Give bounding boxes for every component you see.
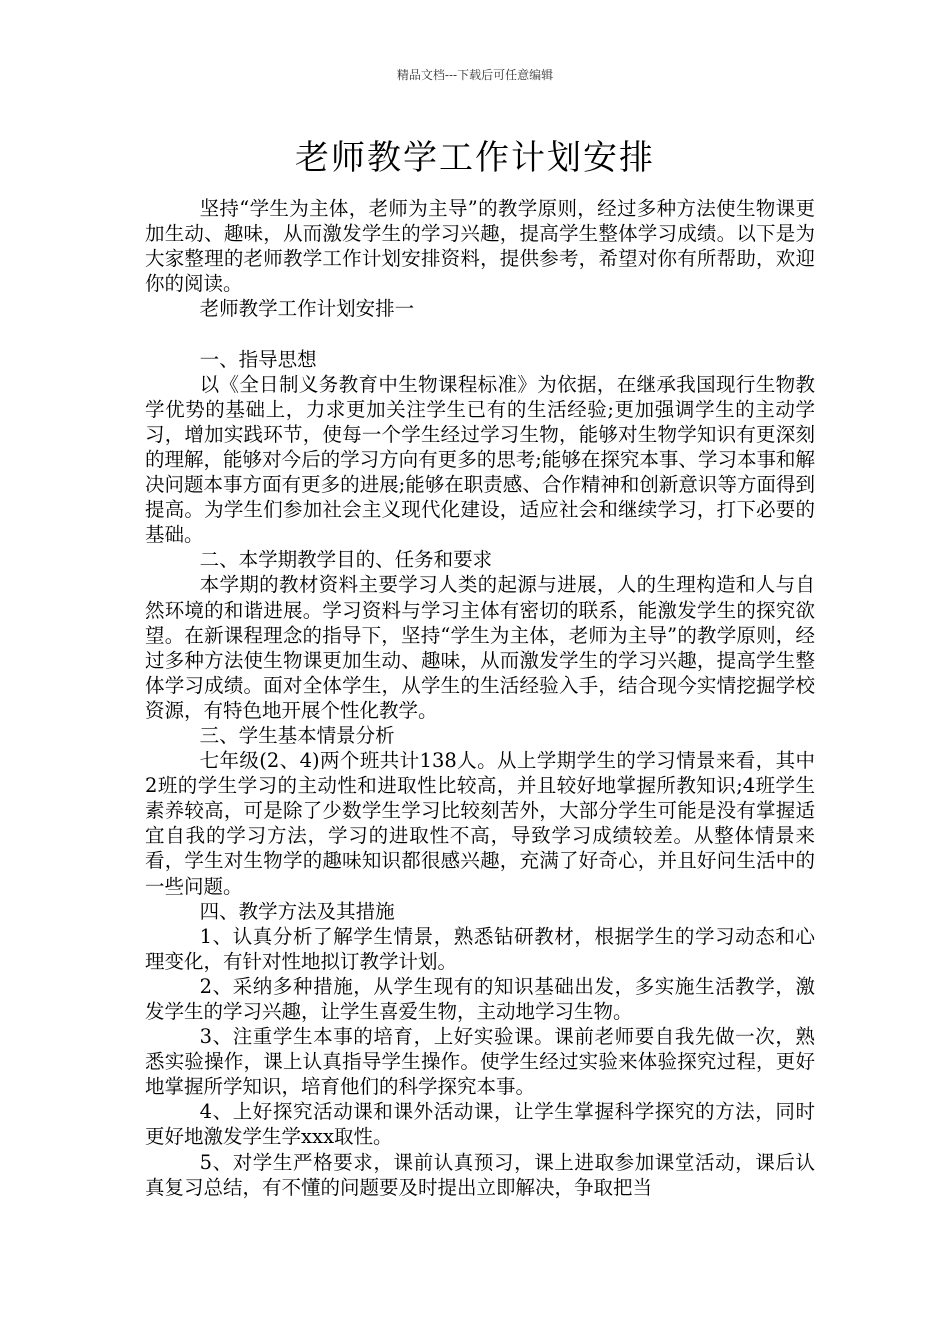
document-body	[145, 196, 815, 1200]
section-subtitle: 老师教学工作计划安排一	[199, 297, 415, 321]
heading-semester-goals: 二、本学期教学目的、任务和要求	[199, 548, 493, 572]
paragraph-guiding-ideology: 以《全日制义务教育中生物课程标准》为依据，在继承我国现行生物教学优势的基础上，力求更加关注学生已有的生活经验;更加强调学生的主动学习，增加实践环节，使每一个学生经过学习生物，能够对生物学知识有更深刻的理解，能够对今后的学习方向有更多的思考;能够在探究本事、学习本事和解决问题本事方面有更多的进展;能够在职责感、合作精神和创新意识等方面得到提高。为学生们参加社会主义现代化建设，适应社会和继续学习，打下必要的基础。	[145, 372, 815, 547]
document-title: 老师教学工作计划安排	[295, 138, 655, 178]
heading-guiding-ideology: 一、指导思想	[199, 347, 317, 371]
intro-paragraph: 坚持“学生为主体，老师为主导”的教学原则，经过多种方法使生物课更加生动、趣味，从而激发学生的学习兴趣，提高学生整体学习成绩。以下是为大家整理的老师教学工作计划安排资料，提供参考，希望对你有所帮助，欢迎你的阅读。	[145, 197, 815, 296]
paragraph-semester-goals: 本学期的教材资料主要学习人类的起源与进展，人的生理构造和人与自然环境的和谐进展。学习资料与学习主体有密切的联系，能激发学生的探究欲望。在新课程理念的指导下，坚持“学生为主体，老师为主导”的教学原则，经过多种方法使生物课更加生动、趣味，从而激发学生的学习兴趣，提高学生整体学习成绩。面对全体学生，从学生的生活经验入手，结合现今实情挖掘学校资源，有特色地开展个性化教学。	[145, 573, 815, 722]
method-item-2: 2、采纳多种措施，从学生现有的知识基础出发，多实施生活教学，激发学生的学习兴趣，让学生喜爱生物，主动地学习生物。	[145, 974, 815, 1023]
paragraph-student-analysis: 七年级(2、4)两个班共计138人。从上学期学生的学习情景来看，其中2班的学生学习的主动性和进取性比较高，并且较好地掌握所教知识;4班学生素养较高，可是除了少数学生学习比较刻苦外，大部分学生可能是没有掌握适宜自我的学习方法，学习的进取性不高，导致学习成绩较差。从整体情景来看，学生对生物学的趣味知识都很感兴趣，充满了好奇心，并且好问生活中的一些问题。	[145, 749, 815, 898]
method-item-3: 3、注重学生本事的培育，上好实验课。课前老师要自我先做一次，熟悉实验操作，课上认真指导学生操作。使学生经过实验来体验探究过程，更好地掌握所学知识，培育他们的科学探究本事。	[145, 1025, 815, 1099]
method-item-5: 5、对学生严格要求，课前认真预习，课上进取参加课堂活动，课后认真复习总结，有不懂的问题要及时提出立即解决，争取把当	[145, 1150, 815, 1199]
blank-line	[145, 321, 815, 346]
method-item-1: 1、认真分析了解学生情景，熟悉钻研教材，根据学生的学习动态和心理变化，有针对性地拟订教学计划。	[145, 924, 815, 973]
header-note: 精品文档---下载后可任意编辑	[396, 68, 554, 82]
heading-student-analysis: 三、学生基本情景分析	[199, 723, 395, 747]
heading-teaching-methods: 四、教学方法及其措施	[199, 899, 395, 923]
method-item-4: 4、上好探究活动课和课外活动课，让学生掌握科学探究的方法，同时更好地激发学生学xxx取性。	[145, 1100, 815, 1149]
